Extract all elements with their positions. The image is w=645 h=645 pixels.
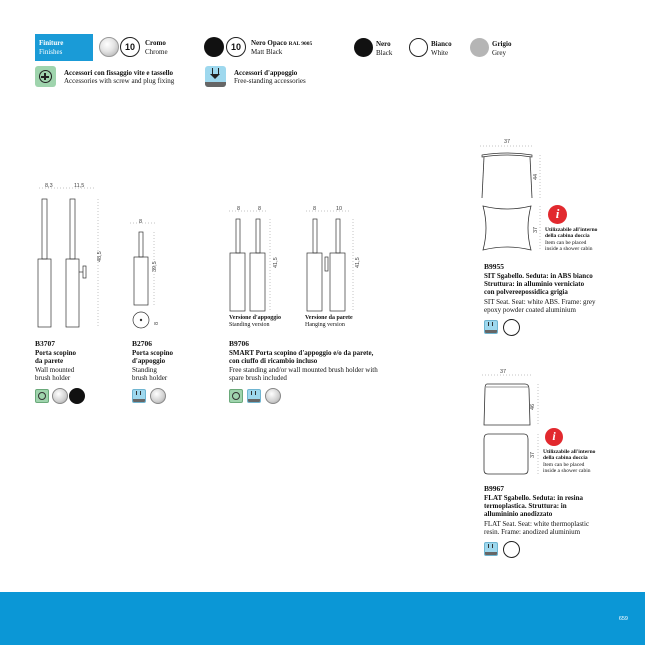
b3707-dim-b: 11,5 [74, 183, 85, 189]
b9706-name-en-2: spare brush included [229, 374, 287, 382]
b9955-dim-d: 37 [533, 226, 539, 233]
b9955-white-swatch [503, 319, 520, 336]
white-swatch [409, 38, 428, 57]
b2706-drawing [125, 220, 165, 330]
b3707-code: B3707 [35, 339, 56, 348]
chrome-en: Chrome [145, 48, 168, 56]
b9967-note-en-1: Item can be placed [543, 462, 585, 468]
warranty-10-text-2: 10 [230, 42, 241, 52]
b9706-name-it-2: con ciuffo di ricambio incluso [229, 357, 318, 365]
b9955-dim-h: 44 [533, 173, 539, 180]
matt-black-en: Matt Black [251, 48, 283, 56]
black-swatch [354, 38, 373, 57]
b2706-name-en-1: Standing [132, 366, 157, 374]
b9706-code: B9706 [229, 339, 250, 348]
screw-fixing-icon [35, 66, 56, 87]
chrome-it: Cromo [145, 39, 166, 47]
b2706-dim-d: 8 [154, 321, 160, 325]
b9955-note-en-2: inside a shower cabin [545, 246, 593, 252]
grey-swatch [470, 38, 489, 57]
b3707-name-it-1: Porta scopino [35, 349, 77, 357]
b3707-screw-icon [35, 389, 49, 403]
b3707-name-en-1: Wall mounted [35, 366, 75, 374]
b9706-name-it-1: SMART Porta scopino d'appoggio e/o da parete, [229, 349, 374, 357]
b9706-dim-h1: 41,5 [273, 257, 279, 268]
b3707-chrome-swatch [52, 388, 68, 404]
b9955-title-it-2: Struttura: in alluminio verniciato [484, 280, 585, 288]
b9706-screw-icon [229, 389, 243, 403]
b9706-name-en-1: Free standing and/or wall mounted brush holder with [229, 366, 378, 374]
b9955-desc-en-2: epoxy powder coated aluminium [484, 306, 576, 314]
chrome-swatch [99, 37, 119, 57]
b3707-name-en-2: brush holder [35, 374, 71, 382]
b9706-standing-icon [247, 389, 261, 403]
b9955-title-it-1: SIT Sgabello. Seduta: in ABS bianco [484, 272, 593, 280]
warranty-10-badge-2 [226, 37, 246, 57]
finishes-en: Finishes [39, 48, 63, 56]
finishes-it: Finiture [39, 39, 64, 47]
black-en: Black [376, 49, 393, 57]
b9955-desc-en-1: SIT Seat. Seat: white ABS. Frame: grey [484, 298, 596, 306]
b9967-desc-en-2: resin. Frame: anodized aluminium [484, 528, 581, 536]
finishes-label-box [35, 34, 93, 61]
b9706-chrome-swatch [265, 388, 281, 404]
b9706-dim-a1: 8 [237, 206, 241, 212]
b9967-white-swatch [503, 541, 520, 558]
b9706-dim-b1: 8 [258, 206, 262, 212]
matt-black-it-text: Nero Opaco [251, 39, 287, 47]
free-standing-en: Free-standing accessories [234, 77, 306, 85]
b9967-dim-w: 37 [500, 369, 507, 375]
b9706-standing-en: Standing version [229, 322, 270, 328]
b9955-info-icon [548, 205, 567, 224]
b9955-note-it-2: della cabina doccia [545, 233, 590, 239]
b2706-dim-a: 8 [139, 219, 143, 225]
b9706-hanging-en: Hanging version [305, 322, 345, 328]
b9706-dim-h2: 41,5 [355, 257, 361, 268]
ral-code: RAL 9005 [288, 41, 313, 47]
b2706-code: B2706 [132, 339, 153, 348]
page-number: 659 [618, 616, 628, 622]
b3707-name-it-2: da parete [35, 357, 64, 365]
b2706-chrome-swatch [150, 388, 166, 404]
free-standing-icon [205, 66, 226, 87]
b9706-dim-b2: 10 [336, 206, 343, 212]
b9955-title-it-3: con polvereepossidica grigia [484, 288, 568, 296]
b9967-info-icon [545, 428, 563, 446]
b9706-drawing [222, 205, 362, 317]
b9967-info-glyph: i [552, 429, 556, 443]
b9967-standing-icon [484, 542, 498, 556]
b9955-code: B9955 [484, 262, 505, 271]
screw-fixing-en: Accessories with screw and plug fixing [64, 77, 175, 85]
black-it: Nero [376, 40, 391, 48]
warranty-10-text: 10 [124, 42, 135, 52]
b9967-note-it-2: della cabina doccia [543, 455, 588, 461]
b3707-dim-h: 48,5 [97, 251, 103, 262]
warranty-10-badge [120, 37, 140, 57]
b9967-note-it-1: Utilizzabile all'interno [543, 449, 596, 455]
b9955-note-en-1: Item can be placed [545, 240, 587, 246]
screw-fixing-it: Accessori con fissaggio vite e tassello [64, 69, 174, 77]
white-en: White [431, 49, 449, 57]
b2706-name-it-2: d'appoggio [132, 357, 166, 365]
b9706-standing-it: Versione d'appoggio [229, 315, 281, 321]
b9955-drawing [476, 140, 546, 260]
b9967-dim-d: 37 [530, 451, 536, 458]
b9955-dim-w: 37 [504, 139, 511, 145]
white-it: Bianco [431, 40, 452, 48]
b2706-standing-icon [132, 389, 146, 403]
b9955-note-it-1: Utilizzabile all'interno [545, 227, 598, 233]
b9967-note-en-2: inside a shower cabin [543, 468, 591, 474]
b9967-title-it-1: FLAT Sgabello. Seduta: in resina [484, 494, 583, 502]
b9967-dim-h: 46 [530, 403, 536, 410]
b9955-info-glyph: i [555, 206, 560, 221]
b9706-hanging-it: Versione da parete [305, 315, 353, 321]
b9967-desc-en-1: FLAT Seat. Seat: white thermoplastic [484, 520, 590, 528]
free-standing-it: Accessori d'appoggio [234, 69, 298, 77]
b9967-code: B9967 [484, 484, 505, 493]
grey-en: Grey [492, 49, 506, 57]
matt-black-swatch [204, 37, 224, 57]
b2706-name-en-2: brush holder [132, 374, 168, 382]
b2706-name-it-1: Porta scopino [132, 349, 174, 357]
footer-bar [0, 592, 645, 645]
b9967-drawing [478, 368, 548, 480]
grey-it: Grigio [492, 40, 512, 48]
b9967-title-it-2: termoplastica. Struttura: in [484, 502, 567, 510]
b2706-dim-h: 39,5 [152, 261, 158, 272]
matt-black-it [251, 39, 312, 48]
b3707-black-swatch [69, 388, 85, 404]
b9967-title-it-3: allumininio anodizzato [484, 510, 553, 518]
b9955-standing-icon [484, 320, 498, 334]
b9706-dim-a2: 8 [313, 206, 317, 212]
b3707-dim-a: 8,3 [45, 183, 53, 189]
